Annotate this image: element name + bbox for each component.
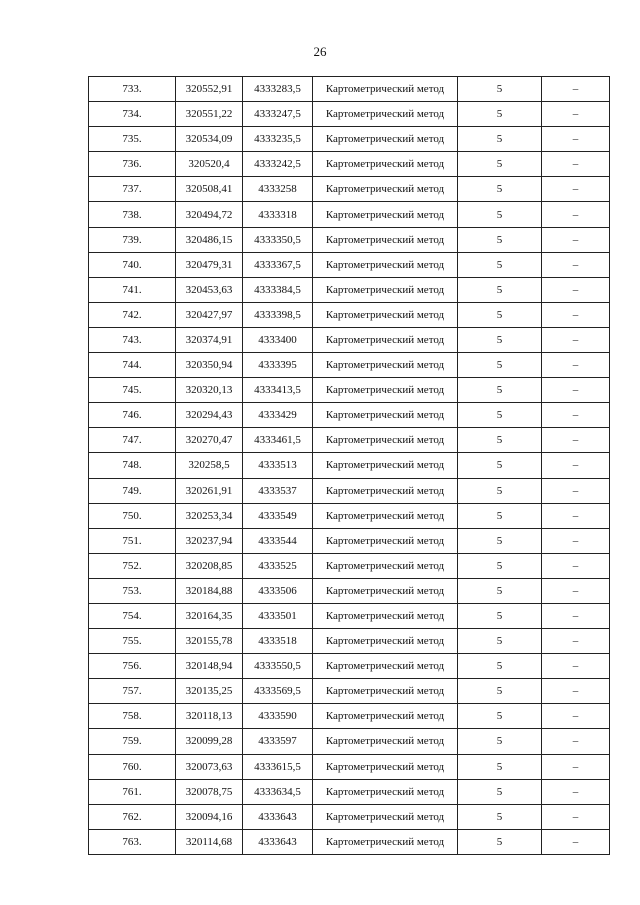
point-number-cell: 736.	[89, 152, 176, 177]
x-coordinate-cell: 320208,85	[176, 553, 243, 578]
accuracy-cell: 5	[458, 378, 542, 403]
method-cell: Картометрический метод	[313, 102, 458, 127]
table-row	[89, 528, 610, 553]
accuracy-cell: 5	[458, 127, 542, 152]
point-number-cell: 739.	[89, 227, 176, 252]
point-number-cell: 753.	[89, 578, 176, 603]
method-cell: Картометрический метод	[313, 629, 458, 654]
table-row	[89, 804, 610, 829]
note-cell: –	[542, 277, 610, 302]
point-number-cell: 744.	[89, 353, 176, 378]
method-cell: Картометрический метод	[313, 754, 458, 779]
accuracy-cell: 5	[458, 102, 542, 127]
table-row	[89, 227, 610, 252]
method-cell: Картометрический метод	[313, 453, 458, 478]
y-coordinate-cell: 4333513	[243, 453, 313, 478]
accuracy-cell: 5	[458, 729, 542, 754]
note-cell: –	[542, 302, 610, 327]
note-cell: –	[542, 829, 610, 854]
point-number-cell: 741.	[89, 277, 176, 302]
y-coordinate-cell: 4333518	[243, 629, 313, 654]
table-row	[89, 754, 610, 779]
x-coordinate-cell: 320479,31	[176, 252, 243, 277]
accuracy-cell: 5	[458, 277, 542, 302]
accuracy-cell: 5	[458, 578, 542, 603]
method-cell: Картометрический метод	[313, 327, 458, 352]
method-cell: Картометрический метод	[313, 227, 458, 252]
x-coordinate-cell: 320494,72	[176, 202, 243, 227]
method-cell: Картометрический метод	[313, 603, 458, 628]
method-cell: Картометрический метод	[313, 302, 458, 327]
note-cell: –	[542, 403, 610, 428]
note-cell: –	[542, 553, 610, 578]
point-number-cell: 758.	[89, 704, 176, 729]
note-cell: –	[542, 729, 610, 754]
table-row	[89, 779, 610, 804]
x-coordinate-cell: 320099,28	[176, 729, 243, 754]
note-cell: –	[542, 754, 610, 779]
x-coordinate-cell: 320427,97	[176, 302, 243, 327]
y-coordinate-cell: 4333549	[243, 503, 313, 528]
table-row	[89, 353, 610, 378]
table-row	[89, 503, 610, 528]
x-coordinate-cell: 320261,91	[176, 478, 243, 503]
point-number-cell: 761.	[89, 779, 176, 804]
point-number-cell: 749.	[89, 478, 176, 503]
note-cell: –	[542, 578, 610, 603]
y-coordinate-cell: 4333506	[243, 578, 313, 603]
y-coordinate-cell: 4333398,5	[243, 302, 313, 327]
y-coordinate-cell: 4333597	[243, 729, 313, 754]
method-cell: Картометрический метод	[313, 578, 458, 603]
point-number-cell: 759.	[89, 729, 176, 754]
y-coordinate-cell: 4333247,5	[243, 102, 313, 127]
point-number-cell: 738.	[89, 202, 176, 227]
x-coordinate-cell: 320320,13	[176, 378, 243, 403]
point-number-cell: 733.	[89, 77, 176, 102]
y-coordinate-cell: 4333258	[243, 177, 313, 202]
y-coordinate-cell: 4333525	[243, 553, 313, 578]
x-coordinate-cell: 320148,94	[176, 654, 243, 679]
note-cell: –	[542, 779, 610, 804]
x-coordinate-cell: 320258,5	[176, 453, 243, 478]
page-number: 26	[313, 44, 327, 59]
accuracy-cell: 5	[458, 553, 542, 578]
x-coordinate-cell: 320508,41	[176, 177, 243, 202]
method-cell: Картометрический метод	[313, 553, 458, 578]
point-number-cell: 762.	[89, 804, 176, 829]
accuracy-cell: 5	[458, 503, 542, 528]
y-coordinate-cell: 4333569,5	[243, 679, 313, 704]
x-coordinate-cell: 320073,63	[176, 754, 243, 779]
x-coordinate-cell: 320486,15	[176, 227, 243, 252]
accuracy-cell: 5	[458, 754, 542, 779]
x-coordinate-cell: 320118,13	[176, 704, 243, 729]
x-coordinate-cell: 320135,25	[176, 679, 243, 704]
method-cell: Картометрический метод	[313, 679, 458, 704]
method-cell: Картометрический метод	[313, 277, 458, 302]
point-number-cell: 756.	[89, 654, 176, 679]
method-cell: Картометрический метод	[313, 152, 458, 177]
accuracy-cell: 5	[458, 403, 542, 428]
point-number-cell: 737.	[89, 177, 176, 202]
accuracy-cell: 5	[458, 629, 542, 654]
point-number-cell: 734.	[89, 102, 176, 127]
table-row	[89, 654, 610, 679]
accuracy-cell: 5	[458, 202, 542, 227]
accuracy-cell: 5	[458, 302, 542, 327]
table-row	[89, 127, 610, 152]
table-row	[89, 729, 610, 754]
method-cell: Картометрический метод	[313, 353, 458, 378]
method-cell: Картометрический метод	[313, 378, 458, 403]
y-coordinate-cell: 4333634,5	[243, 779, 313, 804]
accuracy-cell: 5	[458, 453, 542, 478]
accuracy-cell: 5	[458, 152, 542, 177]
x-coordinate-cell: 320453,63	[176, 277, 243, 302]
point-number-cell: 743.	[89, 327, 176, 352]
method-cell: Картометрический метод	[313, 654, 458, 679]
accuracy-cell: 5	[458, 327, 542, 352]
point-number-cell: 754.	[89, 603, 176, 628]
y-coordinate-cell: 4333318	[243, 202, 313, 227]
y-coordinate-cell: 4333461,5	[243, 428, 313, 453]
note-cell: –	[542, 679, 610, 704]
x-coordinate-cell: 320237,94	[176, 528, 243, 553]
y-coordinate-cell: 4333429	[243, 403, 313, 428]
table-row	[89, 453, 610, 478]
x-coordinate-cell: 320253,34	[176, 503, 243, 528]
point-number-cell: 740.	[89, 252, 176, 277]
accuracy-cell: 5	[458, 804, 542, 829]
accuracy-cell: 5	[458, 227, 542, 252]
accuracy-cell: 5	[458, 829, 542, 854]
x-coordinate-cell: 320164,35	[176, 603, 243, 628]
y-coordinate-cell: 4333501	[243, 603, 313, 628]
accuracy-cell: 5	[458, 779, 542, 804]
y-coordinate-cell: 4333400	[243, 327, 313, 352]
note-cell: –	[542, 202, 610, 227]
accuracy-cell: 5	[458, 177, 542, 202]
method-cell: Картометрический метод	[313, 202, 458, 227]
note-cell: –	[542, 603, 610, 628]
accuracy-cell: 5	[458, 428, 542, 453]
table-row	[89, 428, 610, 453]
accuracy-cell: 5	[458, 654, 542, 679]
table-row	[89, 202, 610, 227]
method-cell: Картометрический метод	[313, 252, 458, 277]
point-number-cell: 745.	[89, 378, 176, 403]
table-row	[89, 629, 610, 654]
note-cell: –	[542, 77, 610, 102]
table-row	[89, 553, 610, 578]
y-coordinate-cell: 4333367,5	[243, 252, 313, 277]
method-cell: Картометрический метод	[313, 177, 458, 202]
y-coordinate-cell: 4333242,5	[243, 152, 313, 177]
y-coordinate-cell: 4333283,5	[243, 77, 313, 102]
method-cell: Картометрический метод	[313, 478, 458, 503]
accuracy-cell: 5	[458, 528, 542, 553]
method-cell: Картометрический метод	[313, 77, 458, 102]
point-number-cell: 735.	[89, 127, 176, 152]
table-row	[89, 704, 610, 729]
note-cell: –	[542, 327, 610, 352]
table-row	[89, 327, 610, 352]
x-coordinate-cell: 320184,88	[176, 578, 243, 603]
x-coordinate-cell: 320520,4	[176, 152, 243, 177]
accuracy-cell: 5	[458, 679, 542, 704]
note-cell: –	[542, 528, 610, 553]
method-cell: Картометрический метод	[313, 779, 458, 804]
x-coordinate-cell: 320552,91	[176, 77, 243, 102]
y-coordinate-cell: 4333643	[243, 804, 313, 829]
table-row	[89, 102, 610, 127]
x-coordinate-cell: 320551,22	[176, 102, 243, 127]
method-cell: Картометрический метод	[313, 127, 458, 152]
note-cell: –	[542, 654, 610, 679]
note-cell: –	[542, 127, 610, 152]
point-number-cell: 748.	[89, 453, 176, 478]
y-coordinate-cell: 4333590	[243, 704, 313, 729]
method-cell: Картометрический метод	[313, 829, 458, 854]
table-row	[89, 578, 610, 603]
note-cell: –	[542, 478, 610, 503]
x-coordinate-cell: 320078,75	[176, 779, 243, 804]
note-cell: –	[542, 177, 610, 202]
point-number-cell: 760.	[89, 754, 176, 779]
table-row	[89, 177, 610, 202]
table-row	[89, 152, 610, 177]
method-cell: Картометрический метод	[313, 704, 458, 729]
y-coordinate-cell: 4333235,5	[243, 127, 313, 152]
note-cell: –	[542, 227, 610, 252]
method-cell: Картометрический метод	[313, 528, 458, 553]
table-row	[89, 478, 610, 503]
note-cell: –	[542, 353, 610, 378]
x-coordinate-cell: 320155,78	[176, 629, 243, 654]
table-row	[89, 77, 610, 102]
point-number-cell: 752.	[89, 553, 176, 578]
x-coordinate-cell: 320114,68	[176, 829, 243, 854]
point-number-cell: 746.	[89, 403, 176, 428]
accuracy-cell: 5	[458, 252, 542, 277]
y-coordinate-cell: 4333537	[243, 478, 313, 503]
note-cell: –	[542, 453, 610, 478]
y-coordinate-cell: 4333350,5	[243, 227, 313, 252]
table-row	[89, 302, 610, 327]
x-coordinate-cell: 320374,91	[176, 327, 243, 352]
note-cell: –	[542, 428, 610, 453]
table-body	[89, 77, 610, 855]
note-cell: –	[542, 629, 610, 654]
table-row	[89, 829, 610, 854]
note-cell: –	[542, 804, 610, 829]
y-coordinate-cell: 4333550,5	[243, 654, 313, 679]
method-cell: Картометрический метод	[313, 428, 458, 453]
accuracy-cell: 5	[458, 77, 542, 102]
table-row	[89, 403, 610, 428]
y-coordinate-cell: 4333395	[243, 353, 313, 378]
table-row	[89, 603, 610, 628]
y-coordinate-cell: 4333615,5	[243, 754, 313, 779]
x-coordinate-cell: 320270,47	[176, 428, 243, 453]
point-number-cell: 763.	[89, 829, 176, 854]
x-coordinate-cell: 320294,43	[176, 403, 243, 428]
method-cell: Картометрический метод	[313, 403, 458, 428]
x-coordinate-cell: 320534,09	[176, 127, 243, 152]
note-cell: –	[542, 252, 610, 277]
point-number-cell: 750.	[89, 503, 176, 528]
note-cell: –	[542, 704, 610, 729]
y-coordinate-cell: 4333384,5	[243, 277, 313, 302]
point-number-cell: 751.	[89, 528, 176, 553]
accuracy-cell: 5	[458, 353, 542, 378]
method-cell: Картометрический метод	[313, 729, 458, 754]
coordinates-table	[88, 76, 610, 855]
note-cell: –	[542, 503, 610, 528]
x-coordinate-cell: 320094,16	[176, 804, 243, 829]
y-coordinate-cell: 4333643	[243, 829, 313, 854]
point-number-cell: 747.	[89, 428, 176, 453]
point-number-cell: 757.	[89, 679, 176, 704]
accuracy-cell: 5	[458, 704, 542, 729]
note-cell: –	[542, 102, 610, 127]
accuracy-cell: 5	[458, 478, 542, 503]
point-number-cell: 755.	[89, 629, 176, 654]
table-row	[89, 252, 610, 277]
x-coordinate-cell: 320350,94	[176, 353, 243, 378]
note-cell: –	[542, 378, 610, 403]
y-coordinate-cell: 4333413,5	[243, 378, 313, 403]
method-cell: Картометрический метод	[313, 804, 458, 829]
point-number-cell: 742.	[89, 302, 176, 327]
table-row	[89, 277, 610, 302]
note-cell: –	[542, 152, 610, 177]
accuracy-cell: 5	[458, 603, 542, 628]
y-coordinate-cell: 4333544	[243, 528, 313, 553]
table-row	[89, 378, 610, 403]
method-cell: Картометрический метод	[313, 503, 458, 528]
table-row	[89, 679, 610, 704]
